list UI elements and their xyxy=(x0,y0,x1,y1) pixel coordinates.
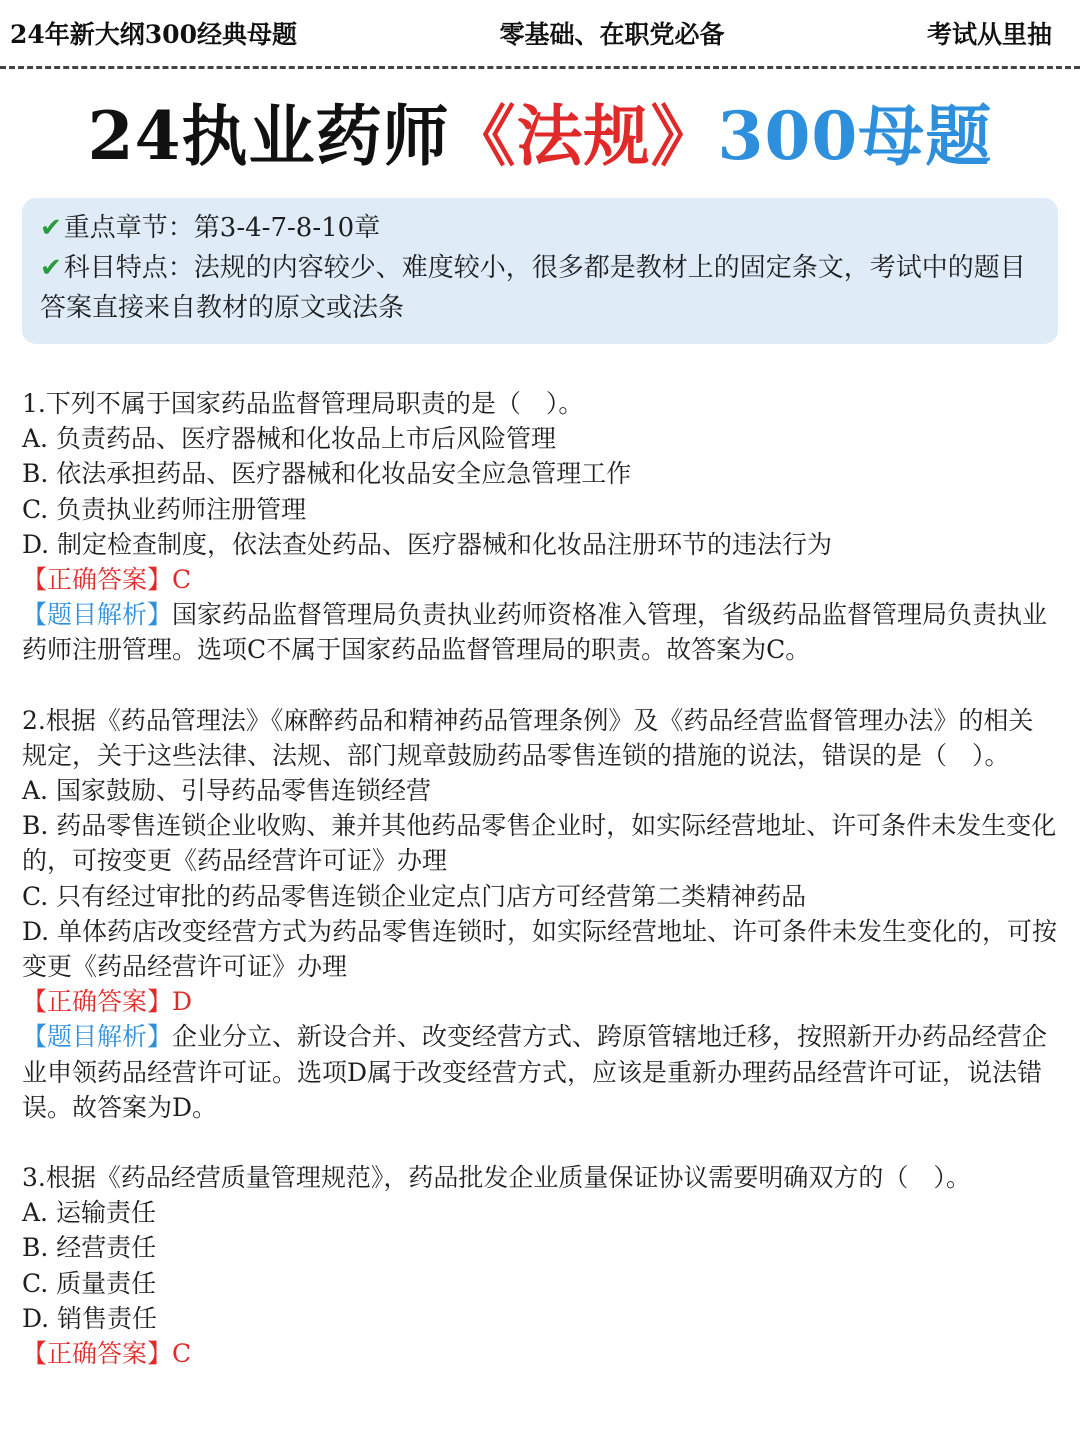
header-left-text: 24年新大纲300经典母题 xyxy=(10,20,297,49)
analysis-line xyxy=(22,597,1058,667)
answer-value: C xyxy=(172,1339,192,1369)
question-option: C. 质量责任 xyxy=(22,1268,157,1298)
page-title xyxy=(0,89,1080,184)
analysis-label: 【题目解析】 xyxy=(22,600,173,630)
top-header xyxy=(0,0,1080,66)
info-box xyxy=(22,198,1058,344)
analysis-label: 【题目解析】 xyxy=(22,1022,173,1052)
question-item xyxy=(22,703,1058,1125)
title-part-subject: 《法规》 xyxy=(449,97,718,175)
analysis-line xyxy=(22,1019,1058,1125)
question-option: B. 经营责任 xyxy=(22,1233,157,1263)
answer-line xyxy=(22,562,1058,597)
info-chapters-text: 重点章节：第3-4-7-8-10章 xyxy=(63,213,381,243)
answer-label: 【正确答案】 xyxy=(22,987,173,1017)
question-option: B. 依法承担药品、医疗器械和化妆品安全应急管理工作 xyxy=(22,459,632,489)
header-center-text: 零基础、在职党必备 xyxy=(499,20,725,49)
question-option: A. 负责药品、医疗器械和化妆品上市后风险管理 xyxy=(22,424,556,454)
question-stem: 3.根据《药品经营质量管理规范》，药品批发企业质量保证协议需要明确双方的（ ）。 xyxy=(22,1163,971,1193)
analysis-text: 企业分立、新设合并、改变经营方式、跨原管辖地迁移，按照新开办药品经营企业申领药品经营许可证。选项D属于改变经营方式，应该是重新办理药品经营许可证，说法错误。故答案为D。 xyxy=(22,1022,1048,1122)
answer-line xyxy=(22,1336,1058,1371)
title-part-count: 300母题 xyxy=(717,97,993,175)
answer-label: 【正确答案】 xyxy=(22,565,173,595)
header-right-text: 考试从里抽 xyxy=(926,20,1052,49)
title-part-exam: 24执业药师 xyxy=(87,97,450,175)
question-option: D. 单体药店改变经营方式为药品零售连锁时，如实际经营地址、许可条件未发生变化的，可按变更《药品经营许可证》办理 xyxy=(22,916,1058,982)
analysis-text: 国家药品监督管理局负责执业药师资格准入管理，省级药品监督管理局负责执业药师注册管理。选项C不属于国家药品监督管理局的职责。故答案为C。 xyxy=(22,600,1048,665)
check-icon: ✔ xyxy=(40,253,62,283)
question-stem: 2.根据《药品管理法》《麻醉药品和精神药品管理条例》及《药品经营监督管理办法》的相关规定，关于这些法律、法规、部门规章鼓励药品零售连锁的措施的说法，错误的是（ ）。 xyxy=(22,705,1034,770)
check-icon: ✔ xyxy=(40,213,62,243)
question-option: A. 国家鼓励、引导药品零售连锁经营 xyxy=(22,776,431,806)
info-line-features xyxy=(40,248,1038,328)
question-option: D. 制定检查制度，依法查处药品、医疗器械和化妆品注册环节的违法行为 xyxy=(22,529,833,559)
question-option: C. 负责执业药师注册管理 xyxy=(22,494,307,524)
question-item xyxy=(22,1160,1058,1371)
question-stem: 1.下列不属于国家药品监督管理局职责的是（ ）。 xyxy=(22,389,584,418)
answer-value: D xyxy=(172,987,193,1017)
answer-line xyxy=(22,984,1058,1019)
dashed-divider xyxy=(0,66,1080,69)
question-option: A. 运输责任 xyxy=(22,1198,156,1228)
info-features-text: 科目特点：法规的内容较少、难度较小，很多都是教材上的固定条文，考试中的题目答案直接来自教材的原文或法条 xyxy=(40,253,1026,323)
info-line-chapters xyxy=(40,208,1038,248)
question-option: C. 只有经过审批的药品零售连锁企业定点门店方可经营第二类精神药品 xyxy=(22,881,807,911)
question-item xyxy=(22,386,1058,668)
answer-label: 【正确答案】 xyxy=(22,1339,173,1369)
question-option: D. 销售责任 xyxy=(22,1303,158,1333)
answer-value: C xyxy=(172,565,192,595)
question-list xyxy=(22,386,1058,1371)
question-option: B. 药品零售连锁企业收购、兼并其他药品零售企业时，如实际经营地址、许可条件未发生变化的，可按变更《药品经营许可证》办理 xyxy=(22,811,1057,876)
